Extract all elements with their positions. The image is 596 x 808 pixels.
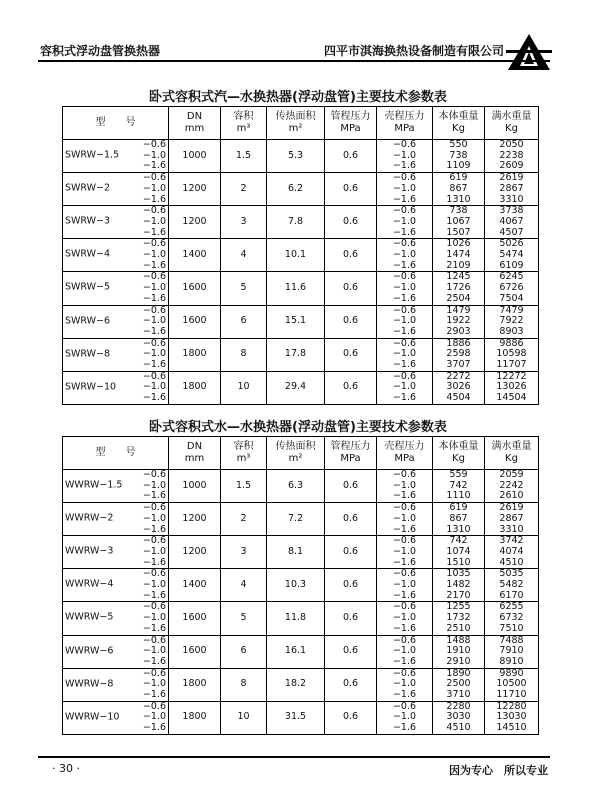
vol-cell: 3: [221, 536, 267, 569]
column-header: 传热面积 m²: [267, 107, 325, 140]
tube-cell: 0.6: [325, 569, 377, 602]
table-row: [63, 272, 539, 305]
model-cell: SWRW−4 −0.6 −1.0 −1.6: [63, 239, 169, 272]
shell-cell: −0.6 −1.0 −1.6: [377, 140, 433, 173]
vol-cell: 1.5: [221, 470, 267, 503]
model-cell: WWRW−8 −0.6 −1.0 −1.6: [63, 668, 169, 701]
model-cell: WWRW−5 −0.6 −1.0 −1.6: [63, 602, 169, 635]
vol-cell: 5: [221, 272, 267, 305]
body-cell: 1488 1910 2910: [433, 635, 485, 668]
model-cell: SWRW−10 −0.6 −1.0 −1.6: [63, 371, 169, 404]
body-cell: 1255 1732 2510: [433, 602, 485, 635]
model-name: SWRW−10: [65, 381, 117, 393]
shell-cell: −0.6 −1.0 −1.6: [377, 338, 433, 371]
model-name: WWRW−8: [65, 678, 114, 690]
full-cell: 2050 2238 2609: [485, 140, 539, 173]
model-cell: WWRW−6 −0.6 −1.0 −1.6: [63, 635, 169, 668]
dn-cell: 1200: [169, 173, 221, 206]
header-company: 四平市淇海换热设备制造有限公司: [323, 44, 504, 58]
full-cell: 6255 6732 7510: [485, 602, 539, 635]
dn-cell: 1600: [169, 272, 221, 305]
model-cell: SWRW−2 −0.6 −1.0 −1.6: [63, 173, 169, 206]
vol-cell: 2: [221, 173, 267, 206]
table-row: [63, 206, 539, 239]
body-cell: 1479 1922 2903: [433, 305, 485, 338]
body-cell: 1890 2500 3710: [433, 668, 485, 701]
full-cell: 12272 13026 14504: [485, 371, 539, 404]
area-cell: 11.6: [267, 272, 325, 305]
tube-cell: 0.6: [325, 206, 377, 239]
model-cell: WWRW−3 −0.6 −1.0 −1.6: [63, 536, 169, 569]
model-name: WWRW−5: [65, 612, 114, 624]
vol-cell: 4: [221, 569, 267, 602]
table-row: [63, 635, 539, 668]
vol-cell: 2: [221, 503, 267, 536]
model-name: WWRW−1.5: [65, 479, 123, 491]
footer-rule: [38, 756, 550, 758]
shell-cell: −0.6 −1.0 −1.6: [377, 635, 433, 668]
model-cell: SWRW−6 −0.6 −1.0 −1.6: [63, 305, 169, 338]
dn-cell: 1600: [169, 602, 221, 635]
vol-cell: 3: [221, 206, 267, 239]
vol-cell: 5: [221, 602, 267, 635]
dn-cell: 1600: [169, 305, 221, 338]
shell-cell: −0.6 −1.0 −1.6: [377, 470, 433, 503]
tube-cell: 0.6: [325, 371, 377, 404]
table-row: [63, 470, 539, 503]
model-cell: SWRW−8 −0.6 −1.0 −1.6: [63, 338, 169, 371]
table-row: [63, 536, 539, 569]
model-cell: WWRW−4 −0.6 −1.0 −1.6: [63, 569, 169, 602]
body-cell: 2272 3026 4504: [433, 371, 485, 404]
model-name: SWRW−6: [65, 315, 111, 327]
dn-cell: 1600: [169, 635, 221, 668]
header-rule: [38, 60, 550, 62]
shell-cell: −0.6 −1.0 −1.6: [377, 239, 433, 272]
dn-cell: 1000: [169, 140, 221, 173]
model-name: SWRW−4: [65, 249, 111, 261]
vol-cell: 4: [221, 239, 267, 272]
table1-title: 卧式容积式汽—水换热器(浮动盘管)主要技术参数表: [149, 90, 447, 105]
full-cell: 3742 4074 4510: [485, 536, 539, 569]
shell-cell: −0.6 −1.0 −1.6: [377, 206, 433, 239]
full-cell: 3738 4067 4507: [485, 206, 539, 239]
tube-cell: 0.6: [325, 602, 377, 635]
dn-cell: 1400: [169, 239, 221, 272]
dn-cell: 1000: [169, 470, 221, 503]
area-cell: 31.5: [267, 701, 325, 734]
tube-cell: 0.6: [325, 701, 377, 734]
column-header: 容积 m³: [221, 437, 267, 470]
table-row: [63, 371, 539, 404]
dn-cell: 1800: [169, 338, 221, 371]
vol-cell: 10: [221, 701, 267, 734]
vol-cell: 6: [221, 305, 267, 338]
shell-cell: −0.6 −1.0 −1.6: [377, 701, 433, 734]
column-header: 传热面积 m²: [267, 437, 325, 470]
body-cell: 559 742 1110: [433, 470, 485, 503]
area-cell: 18.2: [267, 668, 325, 701]
area-cell: 10.3: [267, 569, 325, 602]
shell-cell: −0.6 −1.0 −1.6: [377, 668, 433, 701]
table-row: [63, 569, 539, 602]
tube-cell: 0.6: [325, 272, 377, 305]
full-cell: 2059 2242 2610: [485, 470, 539, 503]
column-header: 壳程压力 MPa: [377, 107, 433, 140]
column-header: 本体重量 Kg: [433, 107, 485, 140]
body-cell: 1035 1482 2170: [433, 569, 485, 602]
table-row: [63, 338, 539, 371]
column-header: DN mm: [169, 107, 221, 140]
tube-cell: 0.6: [325, 668, 377, 701]
shell-cell: −0.6 −1.0 −1.6: [377, 569, 433, 602]
full-cell: 5035 5482 6170: [485, 569, 539, 602]
column-header: 壳程压力 MPa: [377, 437, 433, 470]
body-cell: 550 738 1109: [433, 140, 485, 173]
dn-cell: 1800: [169, 701, 221, 734]
tube-cell: 0.6: [325, 239, 377, 272]
table-row: [63, 140, 539, 173]
shell-cell: −0.6 −1.0 −1.6: [377, 536, 433, 569]
vol-cell: 8: [221, 668, 267, 701]
header-row: [63, 107, 539, 140]
body-cell: 738 1067 1507: [433, 206, 485, 239]
model-name: SWRW−2: [65, 182, 111, 194]
body-cell: 619 867 1310: [433, 503, 485, 536]
model-name: WWRW−4: [65, 579, 114, 591]
area-cell: 7.2: [267, 503, 325, 536]
full-cell: 2619 2867 3310: [485, 173, 539, 206]
area-cell: 17.8: [267, 338, 325, 371]
model-name: WWRW−3: [65, 545, 114, 557]
shell-cell: −0.6 −1.0 −1.6: [377, 371, 433, 404]
vol-cell: 1.5: [221, 140, 267, 173]
tube-cell: 0.6: [325, 470, 377, 503]
table-row: [63, 239, 539, 272]
page-number: · 30 ·: [52, 762, 80, 775]
area-cell: 6.2: [267, 173, 325, 206]
shell-cell: −0.6 −1.0 −1.6: [377, 503, 433, 536]
shell-cell: −0.6 −1.0 −1.6: [377, 602, 433, 635]
dn-cell: 1200: [169, 503, 221, 536]
full-cell: 7488 7910 8910: [485, 635, 539, 668]
vol-cell: 8: [221, 338, 267, 371]
shell-cell: −0.6 −1.0 −1.6: [377, 305, 433, 338]
column-header: 型 号: [63, 437, 169, 470]
shell-cell: −0.6 −1.0 −1.6: [377, 173, 433, 206]
body-cell: 1245 1726 2504: [433, 272, 485, 305]
tube-cell: 0.6: [325, 503, 377, 536]
model-cell: SWRW−3 −0.6 −1.0 −1.6: [63, 206, 169, 239]
full-cell: 12280 13030 14510: [485, 701, 539, 734]
dn-cell: 1400: [169, 569, 221, 602]
body-cell: 742 1074 1510: [433, 536, 485, 569]
area-cell: 29.4: [267, 371, 325, 404]
body-cell: 1886 2598 3707: [433, 338, 485, 371]
tube-cell: 0.6: [325, 635, 377, 668]
column-header: 满水重量 Kg: [485, 437, 539, 470]
dn-cell: 1800: [169, 668, 221, 701]
tube-cell: 0.6: [325, 140, 377, 173]
body-cell: 2280 3030 4510: [433, 701, 485, 734]
model-name: WWRW−2: [65, 512, 114, 524]
full-cell: 9886 10598 11707: [485, 338, 539, 371]
dn-cell: 1200: [169, 206, 221, 239]
full-cell: 9890 10500 11710: [485, 668, 539, 701]
model-cell: WWRW−1.5 −0.6 −1.0 −1.6: [63, 470, 169, 503]
model-name: SWRW−5: [65, 282, 111, 294]
model-name: WWRW−10: [65, 711, 120, 723]
column-header: 管程压力 MPa: [325, 107, 377, 140]
area-cell: 10.1: [267, 239, 325, 272]
header-row: [63, 437, 539, 470]
area-cell: 8.1: [267, 536, 325, 569]
body-cell: 1026 1474 2109: [433, 239, 485, 272]
column-header: DN mm: [169, 437, 221, 470]
shell-cell: −0.6 −1.0 −1.6: [377, 272, 433, 305]
area-cell: 7.8: [267, 206, 325, 239]
vol-cell: 6: [221, 635, 267, 668]
water-water-spec-table: [62, 436, 539, 735]
area-cell: 5.3: [267, 140, 325, 173]
area-cell: 6.3: [267, 470, 325, 503]
full-cell: 5026 5474 6109: [485, 239, 539, 272]
table-row: [63, 668, 539, 701]
footer-slogan: 因为专心 所以专业: [449, 764, 548, 777]
tube-cell: 0.6: [325, 338, 377, 371]
tube-cell: 0.6: [325, 536, 377, 569]
body-cell: 619 867 1310: [433, 173, 485, 206]
model-name: SWRW−8: [65, 348, 111, 360]
model-cell: WWRW−2 −0.6 −1.0 −1.6: [63, 503, 169, 536]
model-cell: WWRW−10 −0.6 −1.0 −1.6: [63, 701, 169, 734]
full-cell: 2619 2867 3310: [485, 503, 539, 536]
column-header: 满水重量 Kg: [485, 107, 539, 140]
column-header: 本体重量 Kg: [433, 437, 485, 470]
full-cell: 6245 6726 7504: [485, 272, 539, 305]
table-row: [63, 602, 539, 635]
vol-cell: 10: [221, 371, 267, 404]
table-row: [63, 701, 539, 734]
dn-cell: 1200: [169, 536, 221, 569]
dn-cell: 1800: [169, 371, 221, 404]
full-cell: 7479 7922 8903: [485, 305, 539, 338]
table-row: [63, 305, 539, 338]
table2-title: 卧式容积式水—水换热器(浮动盘管)主要技术参数表: [149, 420, 447, 435]
tube-cell: 0.6: [325, 305, 377, 338]
header-title: 容积式浮动盘管换热器: [40, 44, 161, 58]
company-logo-icon: [506, 32, 552, 72]
model-cell: SWRW−5 −0.6 −1.0 −1.6: [63, 272, 169, 305]
column-header: 容积 m³: [221, 107, 267, 140]
model-name: SWRW−1.5: [65, 149, 120, 161]
steam-water-spec-table: [62, 106, 539, 405]
table-row: [63, 173, 539, 206]
column-header: 型 号: [63, 107, 169, 140]
table-row: [63, 503, 539, 536]
area-cell: 16.1: [267, 635, 325, 668]
area-cell: 15.1: [267, 305, 325, 338]
area-cell: 11.8: [267, 602, 325, 635]
model-name: SWRW−3: [65, 215, 111, 227]
model-cell: SWRW−1.5 −0.6 −1.0 −1.6: [63, 140, 169, 173]
model-name: WWRW−6: [65, 645, 114, 657]
tube-cell: 0.6: [325, 173, 377, 206]
column-header: 管程压力 MPa: [325, 437, 377, 470]
